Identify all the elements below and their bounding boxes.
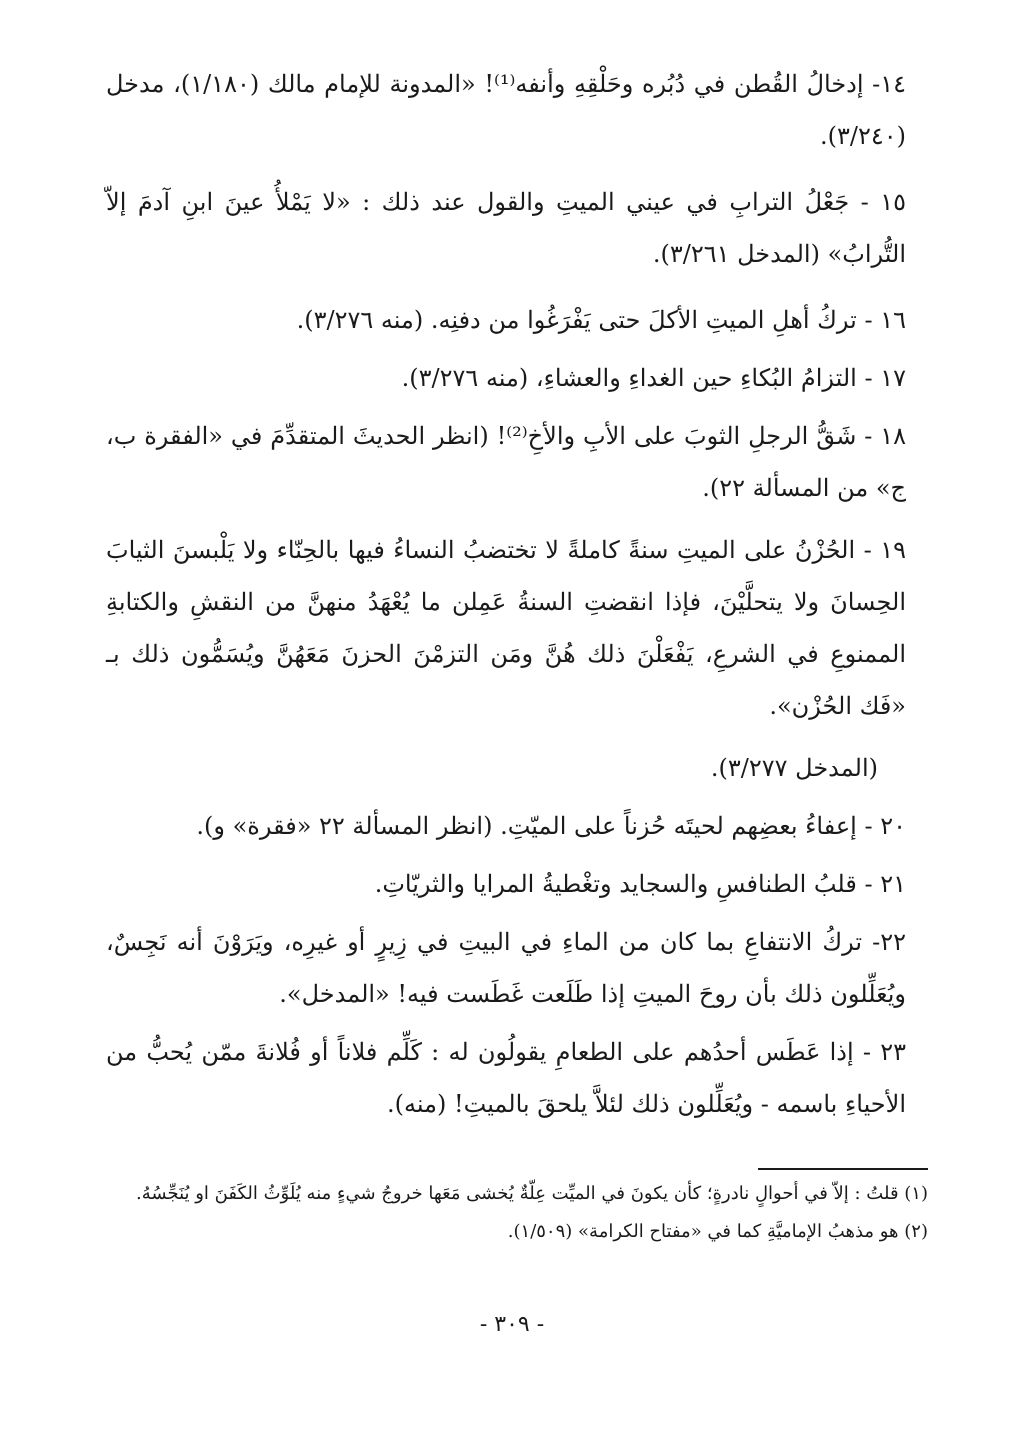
footnote-divider: [758, 1168, 928, 1170]
item-23: ٢٣ - إذا عَطَس أحدُهم على الطعامِ يقولُون له : كَلِّم فلاناً أو فُلانةَ ممّن يُحبُّ من الأحياءِ باسمه - ويُعَلِّلون ذلك لئلاَّ يلحقَ بالميتِ! (منه).: [106, 1038, 906, 1118]
item-22: ٢٢- تركُ الانتفاعِ بما كان من الماءِ في البيتِ في زِيرٍ أو غيرِه، ويَرَوْنَ أنه نَجِسٌ، ويُعَلِّلون ذلك بأن روحَ الميتِ إذا طَلَعت غَطَست فيه! «المدخل».: [106, 928, 907, 1008]
item-19: ١٩ - الحُزْنُ على الميتِ سنةً كاملةً لا تختضبُ النساءُ فيها بالحِنّاء ولا يَلْبسنَ الثيابَ الحِسانَ ولا يتحلَّيْنَ، فإذا انقضتِ السنةُ عَمِلن ما يُعْهَدُ منهنَّ من النقشِ والكتابةِ الممنوعِ في الشرعِ، يَفْعَلْنَ ذلك هُنَّ ومَن التزمْنَ الحزنَ مَعَهُنَّ ويُسَمُّون ذلك بـ «فَك الحُزْن».: [106, 536, 906, 720]
item-15: ١٥ - جَعْلُ الترابِ في عيني الميتِ والقول عند ذلك : «لا يَمْلأُ عينَ ابنِ آدمَ إلاّ التُّرابُ» (المدخل ٣/٢٦١).: [106, 188, 906, 268]
page-number: - ٣٠٩ -: [479, 1312, 545, 1337]
footnotes: [86, 1178, 928, 1254]
item-20: ٢٠ - إعفاءُ بعضِهم لحيتَه حُزناً على الميّتِ. (انظر المسألة ٢٢ «فقرة» و).: [196, 812, 906, 840]
footnote-1: (١) قلتُ : إلاّ في أحوالٍ نادرةٍ؛ كأن يكونَ في الميِّت عِلّةٌ يُخشى مَعَها خروجُ شيءٍ منه يُلَوِّثُ الكَفَنَ او يُنَجِّسُهُ.: [136, 1183, 928, 1204]
item-21: ٢١ - قلبُ الطنافسِ والسجايد وتغْطيةُ المرايا والثريّاتِ.: [374, 870, 906, 898]
item-16: ١٦ - تركُ أهلِ الميتِ الأكلَ حتى يَفْرَغُوا من دفنِه. (منه ٣/٢٧٦).: [296, 306, 906, 334]
item-14: ١٤- إدخالُ القُطن في دُبُره وحَلْقِهِ وأنفه⁽¹⁾! «المدونة للإمام مالك (١/١٨٠)، مدخل (٣/٢٤٠).: [106, 70, 907, 150]
item-17: ١٧ - التزامُ البُكاءِ حين الغداءِ والعشاءِ، (منه ٣/٢٧٦).: [401, 364, 906, 392]
item-18: ١٨ - شَقُّ الرجلِ الثوبَ على الأبِ والأخِ⁽²⁾! (انظر الحديثَ المتقدِّمَ في «الفقرة ب، ج» من المسألة ٢٢).: [106, 422, 907, 502]
item-19-source: (المدخل ٣/٢٧٧).: [710, 754, 878, 782]
main-text: [106, 58, 906, 1130]
footnote-2: (٢) هو مذهبُ الإماميَّةِ كما في «مفتاح الكرامة» (١/٥٠٩).: [507, 1221, 928, 1242]
